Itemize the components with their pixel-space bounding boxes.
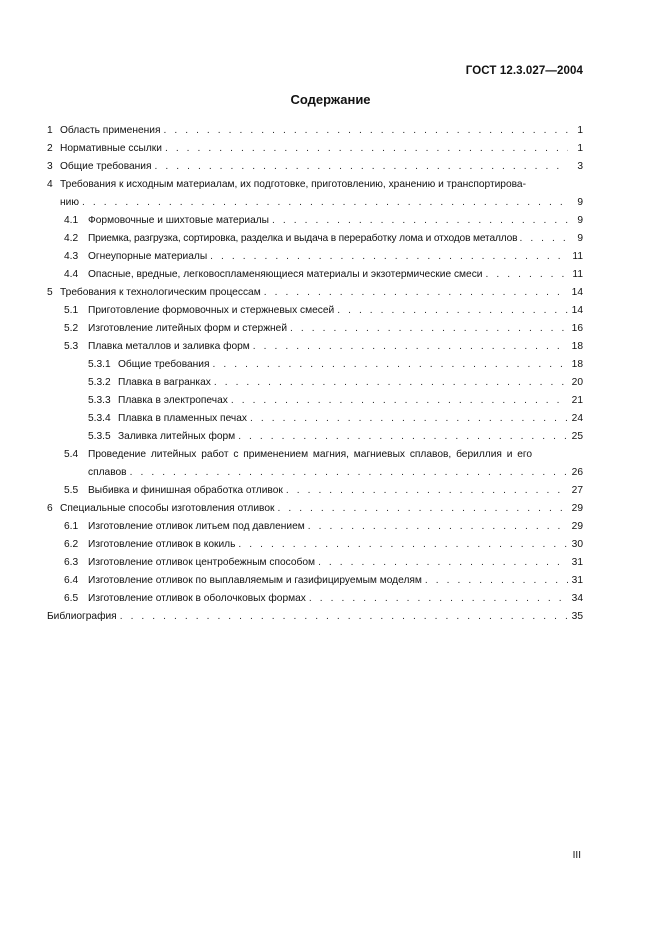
toc-entry-page: 11	[572, 269, 583, 280]
toc-leader-dots	[155, 160, 568, 174]
toc-entry-5-2[interactable]	[64, 322, 583, 336]
toc-entry-page: 16	[571, 323, 583, 334]
toc-leader-dots	[210, 250, 568, 264]
toc-entry-4-2[interactable]	[64, 232, 583, 246]
toc-leader-dots	[337, 304, 568, 318]
toc-entry-number: 6.2	[64, 539, 79, 550]
toc-entry-page: 29	[571, 503, 583, 514]
toc-entry-page: 14	[571, 305, 583, 316]
toc-leader-dots	[238, 538, 568, 552]
toc-entry-number: 5.3.1	[88, 359, 111, 370]
toc-leader-dots	[486, 268, 568, 282]
toc-entry-text: Изготовление отливок в оболочковых формах	[88, 593, 306, 604]
toc-leader-dots	[519, 232, 569, 246]
toc-entry-page: 1	[577, 143, 583, 154]
toc-entry-6-2[interactable]	[64, 538, 583, 552]
toc-leader-dots	[318, 556, 568, 570]
toc-leader-dots	[165, 142, 568, 156]
toc-entry-text: Изготовление отливок в кокиль	[88, 539, 236, 550]
toc-entry-4[interactable]	[47, 178, 583, 192]
toc-entry-text: Плавка в электропечах	[118, 395, 228, 406]
toc-entry-4-4[interactable]	[64, 268, 583, 282]
toc-entry-page: 18	[571, 359, 583, 370]
toc-entry-number: 4.2	[64, 233, 79, 244]
toc-entry-text: Изготовление отливок по выплавляемым и газифицируемым моделям	[88, 575, 422, 586]
toc-entry-text-continued: нию	[60, 197, 79, 208]
toc-entry-number: 5.3	[64, 341, 79, 352]
toc-entry-text: Библиография	[47, 611, 117, 622]
toc-entry-text: Огнеупорные материалы	[88, 251, 208, 262]
toc-entry-number: 5.2	[64, 323, 79, 334]
toc-entry-number: 5	[47, 287, 53, 298]
toc-entry-page: 1	[577, 125, 583, 136]
toc-leader-dots	[253, 340, 568, 354]
toc-entry-5-3-5[interactable]	[88, 430, 583, 444]
toc-entry-page: 35	[571, 611, 583, 622]
toc-leader-dots	[214, 376, 568, 390]
toc-entry-page: 26	[571, 467, 583, 478]
toc-entry-3[interactable]	[47, 160, 583, 174]
toc-entry-page: 25	[571, 431, 583, 442]
toc-entry-number: 3	[47, 161, 53, 172]
toc-entry-text: Нормативные ссылки	[60, 143, 162, 154]
toc-entry-number: 6.3	[64, 557, 79, 568]
toc-entry-text: Требования к исходным материалам, их подготовке, приготовлению, хранению и транспортирова-	[60, 179, 526, 190]
toc-entry-6-4[interactable]	[64, 574, 583, 588]
toc-entry-number: 6.4	[64, 575, 79, 586]
toc-leader-dots	[213, 358, 568, 372]
toc-entry-number: 5.4	[64, 449, 79, 460]
toc-entry-text: Специальные способы изготовления отливок	[60, 503, 275, 514]
page-title: Содержание	[290, 92, 371, 107]
toc-entry-number: 6.1	[64, 521, 79, 532]
toc-entry-number: 1	[47, 125, 53, 136]
toc-entry-5-3-2[interactable]	[88, 376, 583, 390]
toc-entry-page: 18	[571, 341, 583, 352]
toc-entry-page: 9	[577, 233, 583, 244]
toc-entry-page: 14	[571, 287, 583, 298]
toc-leader-dots	[272, 214, 568, 228]
toc-leader-dots	[231, 394, 568, 408]
toc-entry-text: Опасные, вредные, легковоспламеняющиеся материалы и экзотермические смеси	[88, 269, 483, 280]
toc-entry-number: 5.3.4	[88, 413, 111, 424]
toc-entry-page: 34	[571, 593, 583, 604]
toc-entry-page: 24	[571, 413, 583, 424]
standard-header: ГОСТ 12.3.027—2004	[465, 65, 583, 77]
toc-entry-text: Проведение литейных работ с применением магния, магниевых сплавов, бериллия и его	[88, 449, 533, 460]
toc-leader-dots	[120, 610, 568, 624]
toc-entry-4-1[interactable]	[64, 214, 583, 228]
toc-entry-text-continued: сплавов	[88, 467, 127, 478]
toc-leader-dots	[277, 502, 568, 516]
toc-entry-page: 9	[577, 197, 583, 208]
toc-entry-5-1[interactable]	[64, 304, 583, 318]
toc-entry-page: 20	[571, 377, 583, 388]
toc-entry-6-1[interactable]	[64, 520, 583, 534]
toc-leader-dots	[238, 430, 568, 444]
toc-entry-number: 4	[47, 179, 53, 190]
toc-entry-text: Плавка металлов и заливка форм	[88, 341, 250, 352]
toc-entry-5-4-continued[interactable]	[88, 466, 583, 480]
toc-entry-text: Приемка, разгрузка, сортировка, разделка и выдача в переработку лома и отходов металлов	[88, 233, 518, 244]
toc-entry-4-3[interactable]	[64, 250, 583, 264]
toc-entry-6-3[interactable]	[64, 556, 583, 570]
toc-entry-6-5[interactable]	[64, 592, 583, 606]
toc-entry-text: Приготовление формовочных и стержневых смесей	[88, 305, 335, 316]
toc-entry-number: 5.1	[64, 305, 79, 316]
toc-entry-text: Изготовление литейных форм и стержней	[88, 323, 288, 334]
toc-entry-page: 31	[571, 557, 583, 568]
toc-entry-number: 5.3.5	[88, 431, 111, 442]
toc-leader-dots	[309, 592, 568, 606]
toc-entry-number: 4.4	[64, 269, 79, 280]
toc-entry-number: 6	[47, 503, 53, 514]
toc-entry-text: Изготовление отливок литьем под давлением	[88, 521, 305, 532]
toc-leader-dots	[308, 520, 568, 534]
toc-entry-5-3-1[interactable]	[88, 358, 583, 372]
toc-leader-dots	[264, 286, 568, 300]
toc-entry-page: 9	[577, 215, 583, 226]
toc-entry-1[interactable]	[47, 124, 583, 138]
toc-entry-number: 5.5	[64, 485, 79, 496]
toc-leader-dots	[130, 466, 568, 480]
toc-leader-dots	[425, 574, 568, 588]
toc-entry-number: 5.3.2	[88, 377, 111, 388]
toc-entry-bibliography[interactable]	[47, 610, 583, 624]
toc-entry-page: 3	[577, 161, 583, 172]
toc-entry-5[interactable]	[47, 286, 583, 300]
page-number: III	[572, 850, 581, 861]
toc-entry-page: 29	[571, 521, 583, 532]
toc-entry-number: 2	[47, 143, 53, 154]
toc-entry-5-4[interactable]	[64, 448, 583, 462]
toc-entry-text: Общие требования	[60, 161, 152, 172]
toc-entry-text: Формовочные и шихтовые материалы	[88, 215, 270, 226]
toc-entry-5-3[interactable]	[64, 340, 583, 354]
toc-entry-number: 6.5	[64, 593, 79, 604]
toc-entry-text: Область применения	[60, 125, 161, 136]
toc-entry-text: Требования к технологическим процессам	[60, 287, 261, 298]
toc-entry-text: Плавка в пламенных печах	[118, 413, 247, 424]
toc-leader-dots	[286, 484, 568, 498]
toc-entry-page: 30	[571, 539, 583, 550]
toc-leader-dots	[250, 412, 568, 426]
toc-entry-text: Изготовление отливок центробежным способом	[88, 557, 316, 568]
toc-entry-5-3-3[interactable]	[88, 394, 583, 408]
toc-entry-text: Заливка литейных форм	[118, 431, 236, 442]
toc-entry-page: 27	[571, 485, 583, 496]
toc-entry-page: 21	[571, 395, 583, 406]
toc-entry-text: Плавка в вагранках	[118, 377, 211, 388]
toc-entry-page: 31	[571, 575, 583, 586]
toc-entry-6[interactable]	[47, 502, 583, 516]
toc-entry-text: Общие требования	[118, 359, 210, 370]
toc-leader-dots	[290, 322, 568, 336]
toc-leader-dots	[163, 124, 568, 138]
toc-entry-5-3-4[interactable]	[88, 412, 583, 426]
toc-entry-text: Выбивка и финишная обработка отливок	[88, 485, 283, 496]
toc-entry-number: 4.3	[64, 251, 79, 262]
toc-entry-number: 4.1	[64, 215, 79, 226]
toc-entry-4-continued[interactable]	[47, 196, 583, 210]
toc-entry-number: 5.3.3	[88, 395, 111, 406]
toc-entry-2[interactable]	[47, 142, 583, 156]
toc-leader-dots	[82, 196, 568, 210]
toc-entry-page: 11	[572, 251, 583, 262]
toc-entry-5-5[interactable]	[64, 484, 583, 498]
